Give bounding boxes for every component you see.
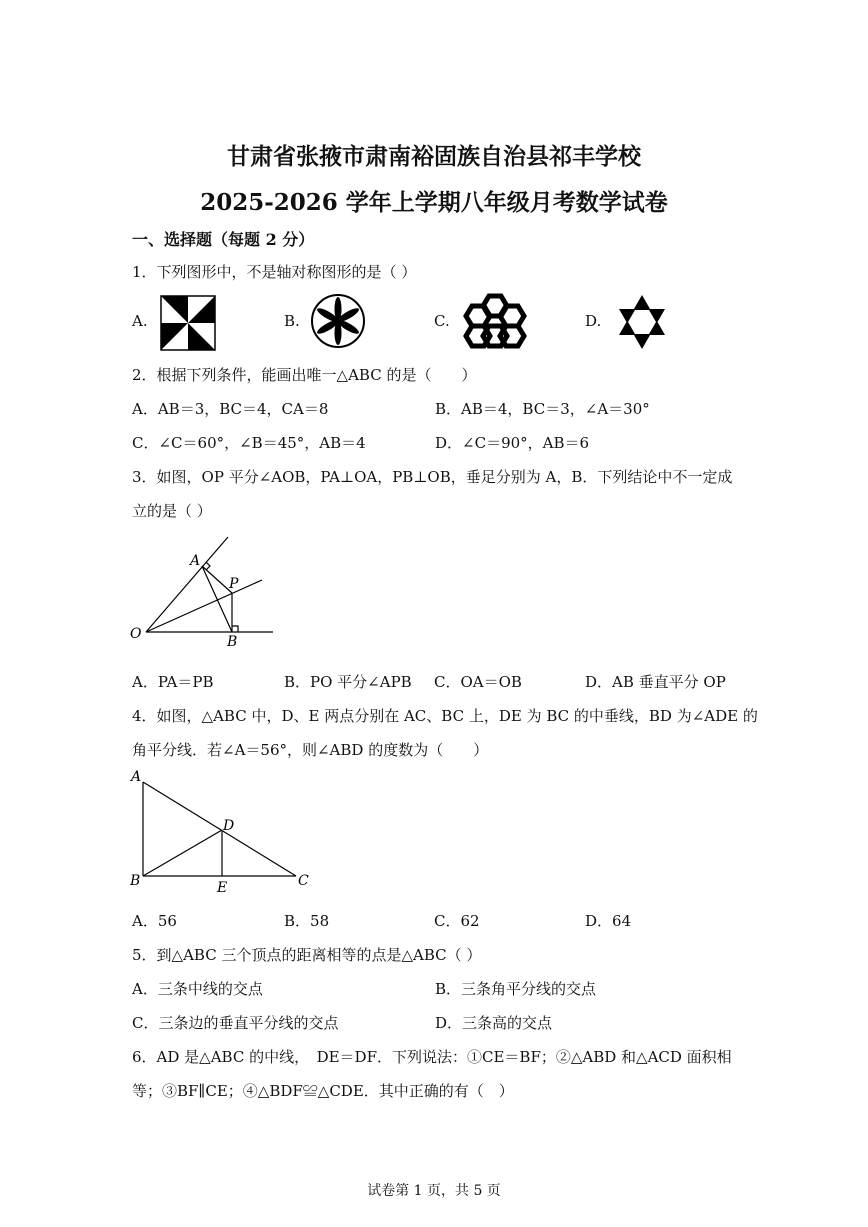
q4-option-a: A．56 — [132, 912, 177, 930]
q3-label-o: O — [130, 626, 142, 642]
page-footer: 试卷第 1 页，共 5 页 — [367, 1183, 501, 1199]
question-6-text-line1: 6．AD 是△ABC 的中线， DE＝DF．下列说法：①CE＝BF；②△ABD 和△ACD 面积相 — [132, 1048, 732, 1066]
exam-title-line2: 2025-2026 学年上学期八年级月考数学试卷 — [200, 189, 668, 216]
q2-option-a: A．AB＝3，BC＝4，CA＝8 — [132, 400, 329, 418]
q3-label-p: P — [229, 576, 239, 592]
q4-option-d: D．64 — [585, 912, 632, 930]
question-1-text: 1．下列图形中，不是轴对称图形的是（ ） — [132, 263, 417, 281]
q3-option-c: C．OA＝OB — [434, 673, 522, 691]
hexagon-ring-figure — [460, 290, 530, 352]
q4-option-c: C．62 — [434, 912, 480, 930]
q4-option-b: B．58 — [284, 912, 330, 930]
q2-option-b: B．AB＝4，BC＝3，∠A＝30° — [435, 400, 650, 418]
question-4-text-line1: 4．如图，△ABC 中，D、E 两点分别在 AC、BC 上，DE 为 BC 的中垂线，BD 为∠ADE 的 — [132, 707, 758, 725]
q3-option-a: A．PA＝PB — [132, 673, 214, 691]
q1-option-c-label: C. — [434, 312, 450, 330]
question-6-text-line2: 等；③BF∥CE；④△BDF≌△CDE．其中正确的有（ ） — [132, 1082, 514, 1100]
question-3-text-line2: 立的是（ ） — [132, 502, 212, 520]
section-heading: 一、选择题（每题 2 分） — [132, 230, 315, 249]
pinwheel-figure — [160, 295, 216, 351]
q4-label-d: D — [223, 818, 235, 834]
q3-label-a: A — [190, 553, 201, 569]
q5-option-b: B．三条角平分线的交点 — [435, 980, 597, 998]
q1-option-a-label: A. — [132, 312, 148, 330]
q5-option-c: C．三条边的垂直平分线的交点 — [132, 1014, 339, 1032]
q4-label-a: A — [131, 769, 142, 785]
q3-option-d: D．AB 垂直平分 OP — [585, 673, 726, 691]
q2-option-c: C．∠C＝60°，∠B＝45°，AB＝4 — [132, 434, 366, 452]
q4-label-b: B — [130, 873, 141, 889]
q2-option-d: D．∠C＝90°，AB＝6 — [435, 434, 590, 452]
question-5-text: 5．到△ABC 三个顶点的距离相等的点是△ABC（ ） — [132, 946, 482, 964]
q5-option-a: A．三条中线的交点 — [132, 980, 263, 998]
q4-label-e: E — [217, 880, 228, 896]
question-2-text: 2．根据下列条件，能画出唯一△ABC 的是（ ） — [132, 366, 477, 384]
flower-circle-figure — [310, 293, 366, 349]
q4-label-c: C — [298, 873, 309, 889]
q4-triangle-figure — [128, 768, 318, 898]
star-of-david-figure — [613, 293, 671, 351]
exam-title-line1: 甘肃省张掖市肃南裕固族自治县祁丰学校 — [227, 143, 641, 170]
q3-angle-bisector-figure — [128, 534, 278, 654]
question-4-text-line2: 角平分线．若∠A＝56°，则∠ABD 的度数为（ ） — [132, 741, 489, 759]
q5-option-d: D．三条高的交点 — [435, 1014, 553, 1032]
q1-option-b-label: B. — [284, 312, 300, 330]
question-3-text-line1: 3．如图，OP 平分∠AOB，PA⊥OA，PB⊥OB，垂足分别为 A，B．下列结论中不一定成 — [132, 468, 733, 486]
q1-option-d-label: D. — [585, 312, 602, 330]
q3-option-b: B．PO 平分∠APB — [284, 673, 412, 691]
q3-label-b: B — [227, 634, 238, 650]
